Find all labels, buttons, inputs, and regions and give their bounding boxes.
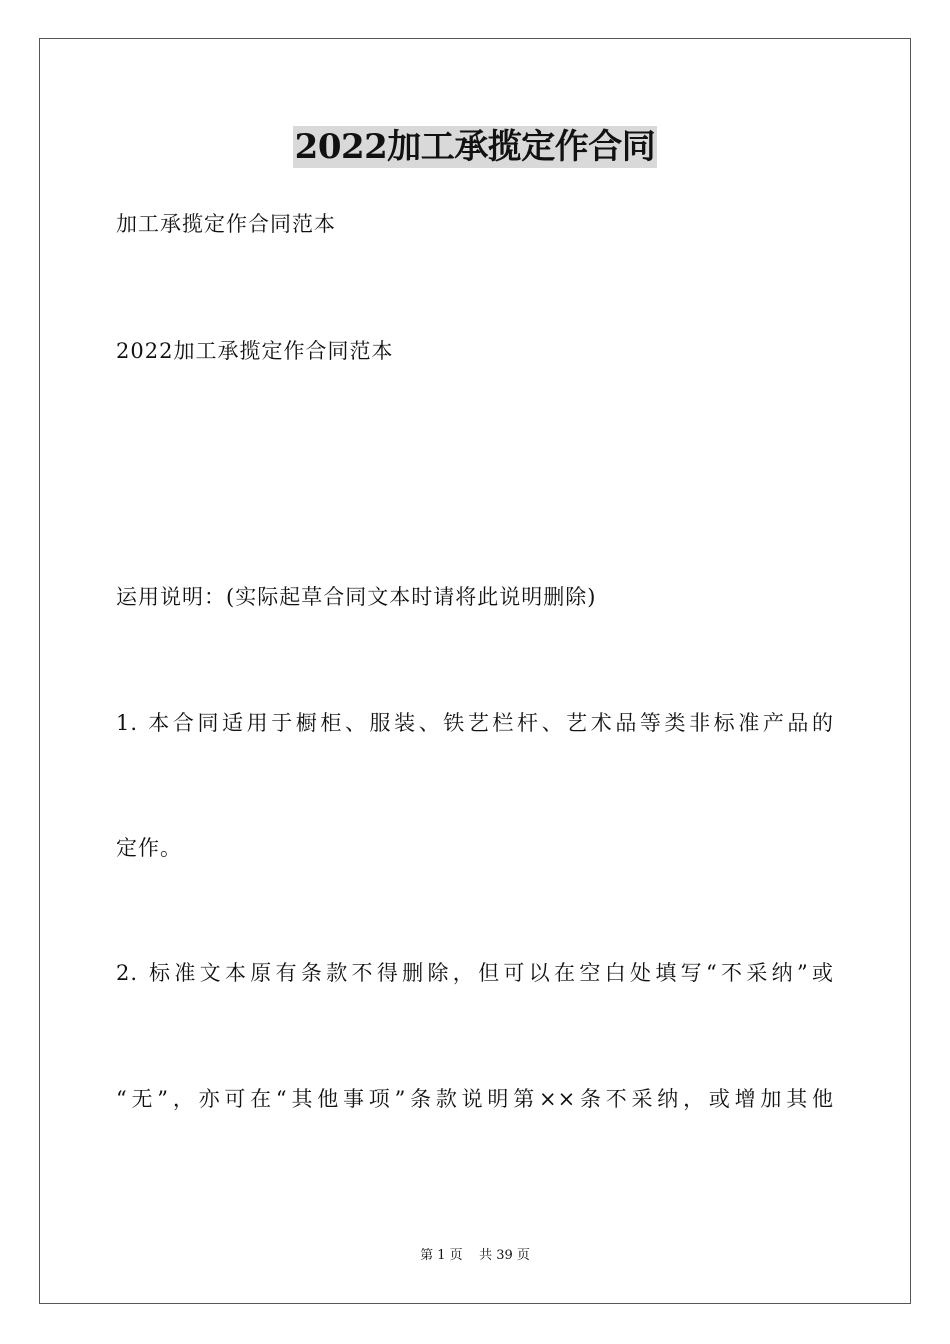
paragraph-3: 运用说明：(实际起草合同文本时请将此说明删除) (116, 585, 597, 609)
document-title-text: 2022加工承揽定作合同 (294, 127, 656, 167)
paragraph-5: 定作。 (116, 836, 182, 860)
page-footer: 第 1 页 共 39 页 (420, 1248, 530, 1263)
paragraph-7: “无”，亦可在“其他事项”条款说明第××条不采纳，或增加其他 (116, 1087, 834, 1111)
paragraph-4: 1. 本合同适用于橱柜、服装、铁艺栏杆、艺术品等类非标准产品的 (116, 711, 834, 735)
paragraph-1: 加工承揽定作合同范本 (116, 212, 336, 236)
paragraph-6: 2. 标准文本原有条款不得删除，但可以在空白处填写“不采纳”或 (116, 961, 834, 985)
document-title (0, 126, 950, 168)
paragraph-2: 2022加工承揽定作合同范本 (116, 339, 394, 363)
